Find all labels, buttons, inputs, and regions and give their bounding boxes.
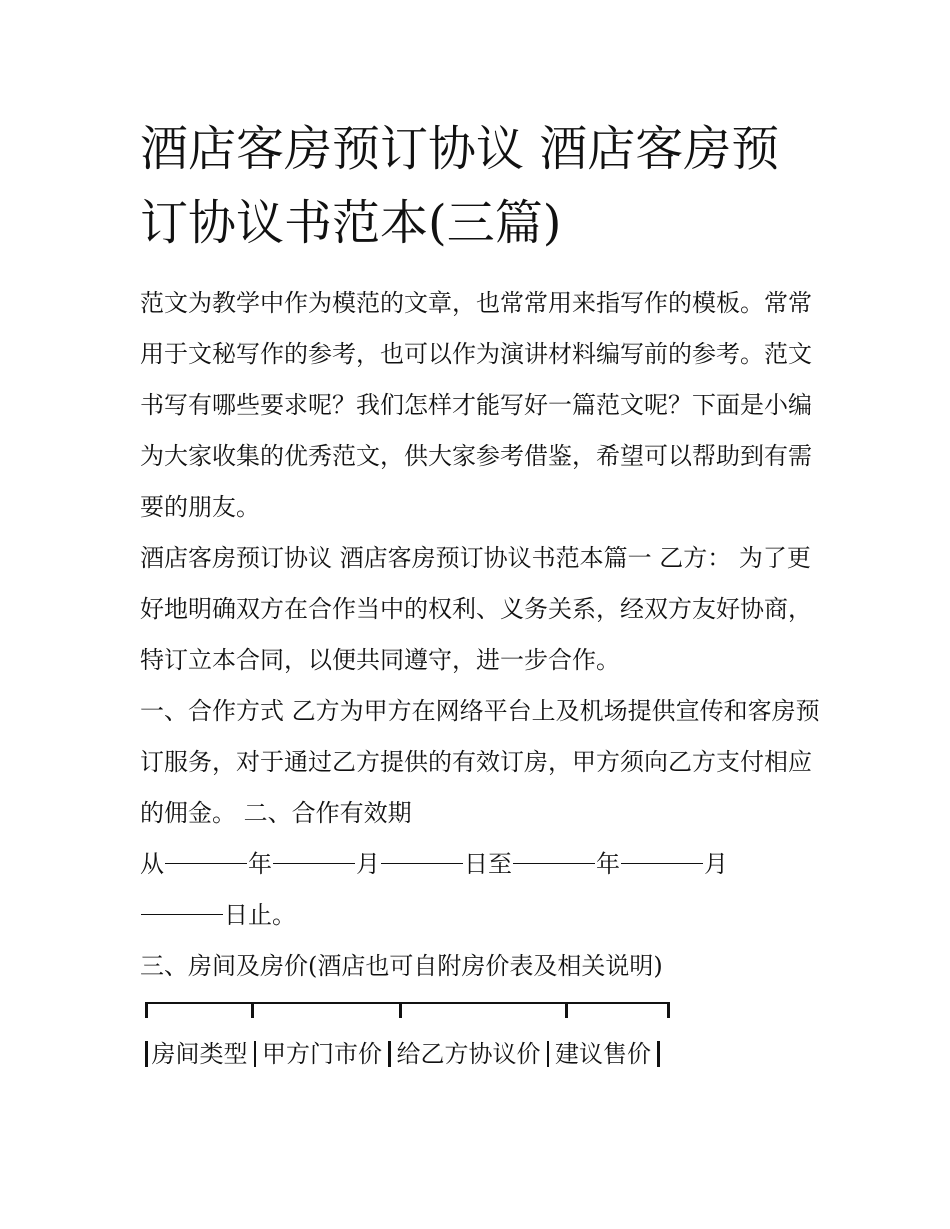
period-month2: 月 — [704, 850, 728, 878]
table-separator — [254, 1041, 257, 1067]
period-from: 从 — [140, 850, 164, 878]
table-separator — [657, 1041, 660, 1067]
table-separator — [388, 1041, 391, 1067]
agreement-intro-paragraph: 酒店客房预订协议 酒店客房预订协议书范本篇一 乙方： 为了更好地明确双方在合作当中的权利、义务关系，经双方友好协商，特订立本合同，以便共同遵守，进一步合作。 — [140, 544, 812, 674]
table-tick — [667, 1004, 670, 1018]
table-separator — [547, 1041, 550, 1067]
blank-field — [381, 831, 463, 864]
blank-field — [141, 882, 223, 915]
intro-paragraph: 范文为教学中作为模范的文章，也常常用来指写作的模板。常常用于文秘写作的参考，也可以作为演讲材料编写前的参考。范文书写有哪些要求呢？我们怎样才能写好一篇范文呢？下面是小编为大家收集的优秀范文，供大家参考借鉴，希望可以帮助到有需要的朋友。 — [140, 289, 812, 521]
table-header-suggested-price: 建议售价 — [555, 1040, 651, 1068]
table-top-border — [145, 1002, 670, 1018]
period-day-end: 日止。 — [224, 901, 296, 929]
cooperation-paragraph: 一、合作方式 乙方为甲方在网络平台上及机场提供宣传和客房预订服务，对于通过乙方提供的有效订房，甲方须向乙方支付相应的佣金。 二、合作有效期 — [140, 697, 820, 827]
table-tick — [565, 1004, 568, 1018]
table-header-rack-rate: 甲方门市价 — [262, 1040, 382, 1068]
table-header-row — [145, 1036, 666, 1072]
document-title: 酒店客房预订协议 酒店客房预订协议书范本(三篇) — [140, 121, 780, 251]
blank-field — [165, 831, 247, 864]
document-body — [140, 278, 820, 992]
period-line — [140, 839, 820, 890]
table-tick — [251, 1004, 254, 1018]
section3-heading: 三、房间及房价(酒店也可自附房价表及相关说明) — [140, 952, 663, 980]
period-month1: 月 — [356, 850, 380, 878]
blank-field — [513, 831, 595, 864]
period-line-end — [140, 890, 820, 941]
blank-field — [621, 831, 703, 864]
blank-field — [273, 831, 355, 864]
period-year1: 年 — [248, 850, 272, 878]
period-day-to: 日至 — [464, 850, 512, 878]
period-year2: 年 — [596, 850, 620, 878]
table-header-agreement-rate: 给乙方协议价 — [396, 1040, 541, 1068]
table-header-room-type: 房间类型 — [151, 1040, 248, 1068]
table-tick — [399, 1004, 402, 1018]
table-tick — [145, 1004, 148, 1018]
table-separator — [145, 1041, 148, 1067]
